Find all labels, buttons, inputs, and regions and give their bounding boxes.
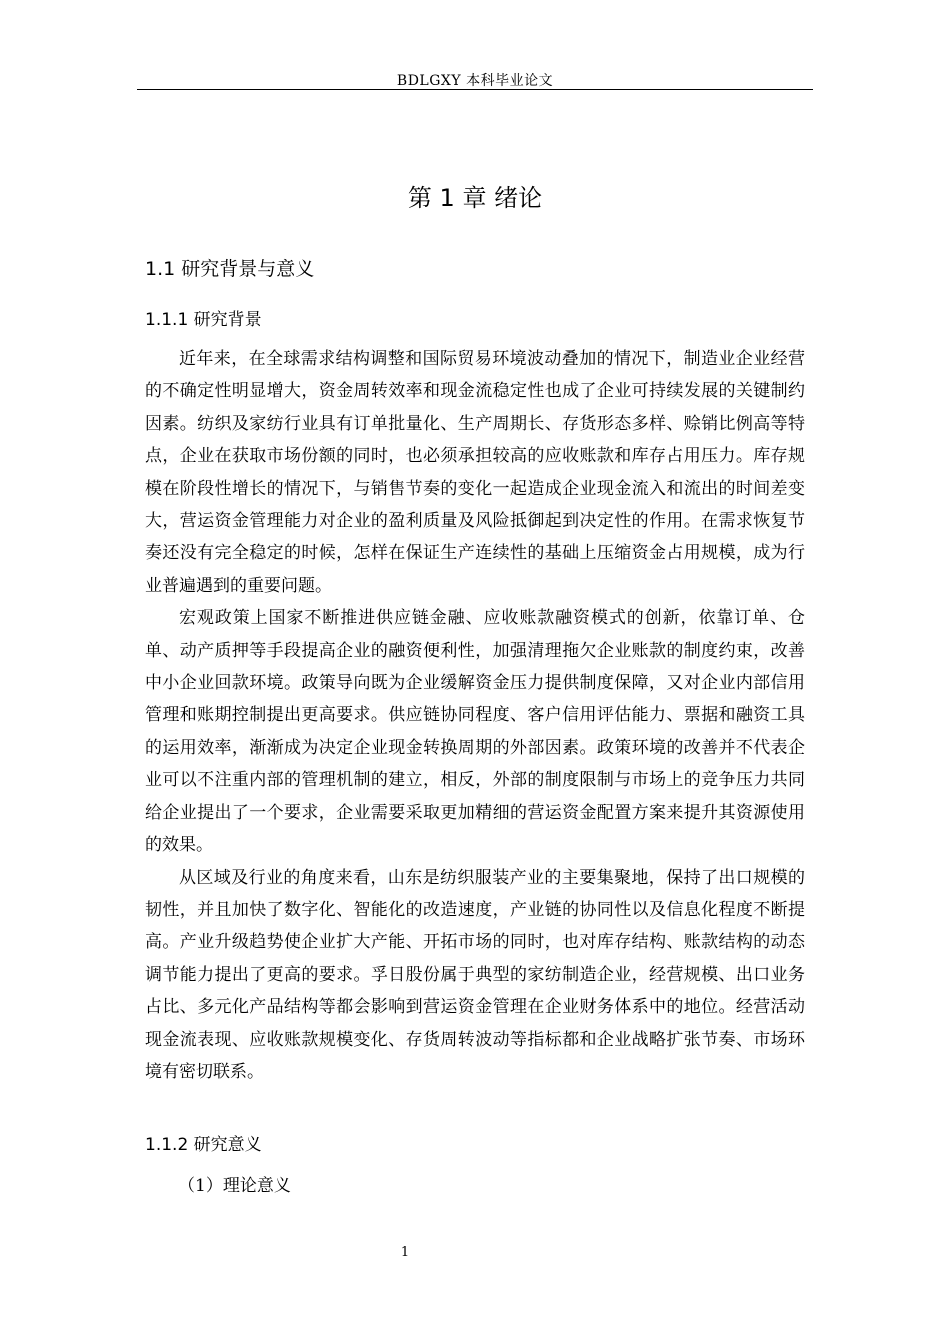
paragraph-2: 宏观政策上国家不断推进供应链金融、应收账款融资模式的创新，依靠订单、仓单、动产质押等手段提高企业的融资便利性，加强清理拖欠企业账款的制度约束，改善中小企业回款环境。政策导向既为企业缓解资金压力提供制度保障，又对企业内部信用管理和账期控制提出更高要求。供应链协同程度、客户信用评估能力、票据和融资工具的运用效率，渐渐成为决定企业现金转换周期的外部因素。政策环境的改善并不代表企业可以不注重内部的管理机制的建立，相反，外部的制度限制与市场上的竞争压力共同给企业提出了一个要求，企业需要采取更加精细的营运资金配置方案来提升其资源使用的效果。 [145,608,805,856]
section-title: 1.1 研究背景与意义 [145,258,315,280]
running-header: BDLGXY 本科毕业论文 [396,73,554,89]
list-item-theoretical-significance: （1）理论意义 [178,1176,291,1196]
subsection-title-significance: 1.1.2 研究意义 [145,1135,262,1155]
paragraph-1: 近年来，在全球需求结构调整和国际贸易环境波动叠加的情况下，制造业企业经营的不确定性明显增大，资金周转效率和现金流稳定性也成了企业可持续发展的关键制约因素。纺织及家纺行业具有订单批量化、生产周期长、存货形态多样、赊销比例高等特点，企业在获取市场份额的同时，也必须承担较高的应收账款和库存占用压力。库存规模在阶段性增长的情况下，与销售节奏的变化一起造成企业现金流入和流出的时间差变大，营运资金管理能力对企业的盈利质量及风险抵御起到决定性的作用。在需求恢复节奏还没有完全稳定的时候，怎样在保证生产连续性的基础上压缩资金占用规模，成为行业普遍遇到的重要问题。 [145,349,805,596]
header-divider [137,89,813,90]
body-text-background [145,343,805,1088]
page-number: 1 [400,1245,410,1260]
paragraph-3: 从区域及行业的角度来看，山东是纺织服装产业的主要集聚地，保持了出口规模的韧性，并且加快了数字化、智能化的改造速度，产业链的协同性以及信息化程度不断提高。产业升级趋势使企业扩大产能、开拓市场的同时，也对库存结构、账款结构的动态调节能力提出了更高的要求。孚日股份属于典型的家纺制造企业，经营规模、出口业务占比、多元化产品结构等都会影响到营运资金管理在企业财务体系中的地位。经营活动现金流表现、应收账款规模变化、存货周转波动等指标都和企业战略扩张节奏、市场环境有密切联系。 [145,867,805,1082]
subsection-title-background: 1.1.1 研究背景 [145,310,262,330]
chapter-title: 第 1 章 绪论 [407,184,543,212]
